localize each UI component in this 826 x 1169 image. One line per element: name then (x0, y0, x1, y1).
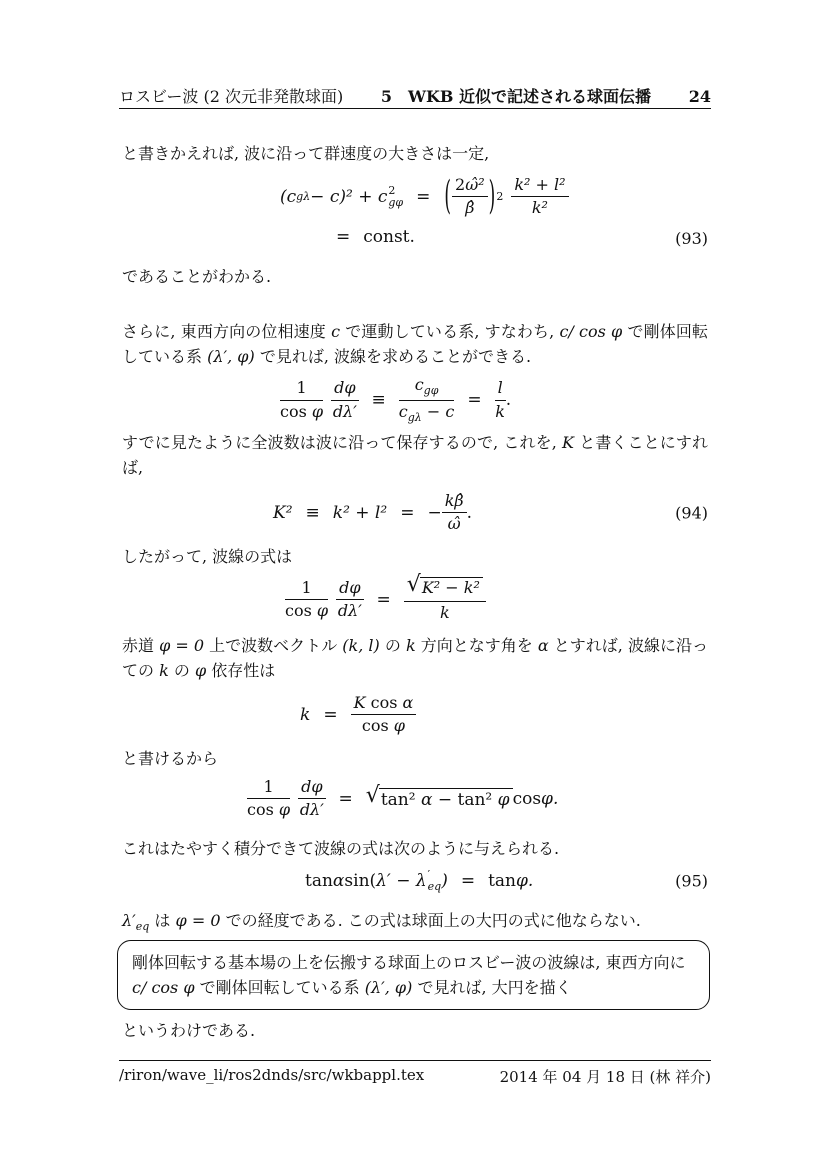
paragraph-2: であることがわかる. (122, 267, 272, 286)
math-token: φ. (516, 870, 534, 891)
paragraph-9 (122, 908, 708, 939)
section-number: 5 (380, 87, 393, 106)
paragraph-5: したがって, 波線の式は (122, 547, 293, 566)
section-title: WKB 近似で記述される球面伝播 (408, 87, 652, 106)
equation-93-line-2 (122, 227, 708, 247)
running-header (119, 84, 711, 107)
paragraph-10: というわけである. (122, 1021, 256, 1040)
text-run: 依存性は (206, 661, 276, 680)
doc-title: ロスビー波 (2 次元非発散球面) (119, 87, 344, 106)
math-subscript: eq (135, 920, 150, 934)
math-token: K² (273, 502, 293, 523)
equation-ray-1 (122, 376, 708, 425)
paragraph-8: これはたやすく積分できて波線の式は次のように与えられる. (122, 839, 560, 858)
equation-tag: (94) (675, 503, 708, 523)
fraction: $\frac{\text{k² + l²}}{\text{k²}}$ (511, 176, 568, 218)
text-run: と書くことにすれば, (122, 433, 709, 477)
math-token: k² + l² (332, 502, 388, 523)
equals-sign: = (323, 704, 338, 725)
fraction: √ K² − k² k (404, 577, 486, 622)
math-subscript: gλ (296, 190, 311, 204)
text-run: は (149, 911, 176, 930)
text-run: すでに見たように全波数は波に沿って保存するので, これを, (122, 433, 563, 452)
inline-math: c (331, 322, 341, 341)
text-run: さらに, 東西方向の位相速度 (122, 322, 332, 341)
inline-math: c/ cos φ (559, 322, 623, 341)
math-token: . (466, 502, 473, 523)
footer (119, 1066, 711, 1087)
equals-sign: = (467, 390, 482, 411)
equation-93-line-1 (122, 173, 708, 220)
inline-math: φ = 0 (175, 911, 221, 930)
fraction: $\frac{d\varphi}{d\lambda'}$ (332, 378, 357, 421)
equation-ray-3 (122, 778, 708, 820)
text-run: の (168, 661, 195, 680)
square-root: √ tan² α − tan² φ (366, 788, 513, 810)
math-supsub: ′ eq (427, 868, 442, 893)
fraction: $\frac{l}{k}$ (495, 378, 505, 421)
math-token: (c (280, 186, 297, 207)
math-token: ) (441, 870, 448, 891)
math-token: sin( (344, 870, 377, 891)
radical-sign: √ (406, 572, 421, 597)
paragraph-6 (122, 633, 708, 683)
text-run: 上で波数ベクトル (204, 636, 343, 655)
big-paren-left: ( (444, 173, 452, 220)
fraction: $\frac{c_{g\varphi}}{c_{g\lambda} - c}$ (398, 375, 455, 425)
paragraph-4 (122, 430, 708, 480)
header-rule (119, 108, 711, 109)
math-token: − c)² + c (310, 186, 388, 207)
big-paren-right: ) (488, 173, 496, 220)
equals-sign: = (336, 226, 351, 247)
square-root: √ K² − k² (407, 577, 483, 599)
math-token: . (505, 390, 512, 411)
paren-exponent: 2 (496, 190, 504, 204)
fraction: $\frac{d\varphi}{d\lambda'}$ (337, 577, 362, 621)
fraction: $\frac{\text{K cos α}}{\text{cos φ}}$ (351, 694, 417, 736)
highlight-box (117, 940, 710, 1010)
inline-math: (k, l) (342, 636, 380, 655)
math-supsub: 2 gφ (388, 184, 404, 209)
footer-date: 2014 年 04 月 18 日 (林 祥介) (499, 1068, 711, 1086)
text-run: で見れば, 波線を求めることができる. (254, 347, 532, 366)
text-run: とすれば, 波線に沿っての (122, 636, 708, 680)
inline-math: k (159, 661, 169, 680)
equation-93 (122, 173, 708, 256)
inline-math: c/ cos φ (132, 978, 195, 997)
math-token: α (332, 870, 345, 891)
math-token: cos (512, 788, 542, 809)
equation-94 (122, 492, 708, 534)
text-run: での経度である. この式は球面上の大円の式に他ならない. (220, 911, 641, 930)
math-token: const. (363, 226, 415, 247)
equation-tag: (93) (675, 229, 708, 248)
footer-path: /riron/wave_li/ros2dnds/src/wkbappl.tex (119, 1066, 425, 1084)
fraction: $\frac{1}{\text{cos φ}}$ (280, 378, 324, 421)
equals-sign: = (400, 502, 415, 523)
section-heading (381, 84, 651, 107)
fraction: $\frac{1}{\text{cos φ}}$ (285, 577, 329, 621)
fraction: $\frac{k\betâ}{\omegâ}$ (442, 492, 467, 534)
paragraph-7: と書けるから (122, 749, 219, 768)
paragraph-1: と書きかえれば, 波に沿って群速度の大きさは一定, (122, 144, 490, 163)
text-run: の (379, 636, 406, 655)
inline-math: α (537, 636, 549, 655)
inline-math: φ (194, 661, 207, 680)
inline-math: (λ′, φ) (207, 347, 255, 366)
math-token: k (300, 704, 311, 725)
text-run: で運動している系, すなわち, (340, 322, 560, 341)
equiv-sign: ≡ (305, 502, 320, 523)
equiv-sign: ≡ (371, 390, 386, 411)
inline-math: K (562, 433, 574, 452)
fraction: $\frac{d\varphi}{d\lambda'}$ (299, 777, 324, 820)
inline-math: φ = 0 (159, 636, 205, 655)
equation-ray-2 (122, 572, 708, 622)
text-run: 剛体回転する基本場の上を伝搬する球面上のロスビー波の波線は, 東西方向に (132, 953, 686, 972)
math-token: tan (488, 870, 516, 891)
minus-sign: − (427, 502, 442, 523)
inline-math: (λ′, φ) (364, 978, 413, 997)
footer-rule (119, 1060, 711, 1061)
inline-math: k (405, 636, 416, 655)
math-token: tan (305, 870, 333, 891)
equation-95 (122, 869, 708, 892)
page-number: 24 (688, 87, 711, 106)
text-run: 赤道 (122, 636, 160, 655)
math-token: φ. (541, 788, 559, 809)
equals-sign: = (338, 788, 353, 809)
equals-sign: = (376, 589, 391, 610)
text-run: で剛体回転している系 (194, 978, 365, 997)
radical-sign: √ (365, 782, 380, 808)
equation-k (122, 694, 708, 736)
math-token: λ′ − λ (376, 870, 427, 891)
text-run: で見れば, 大円を描く (412, 978, 572, 997)
text-run: で剛体回転している系 (122, 322, 708, 366)
paragraph-3 (122, 319, 708, 369)
equation-tag: (95) (675, 871, 708, 891)
fraction: $\frac{1}{\text{cos φ}}$ (247, 777, 291, 820)
equals-sign: = (416, 186, 431, 207)
inline-math: λ′ (122, 911, 136, 930)
text-run: 方向となす角を (415, 636, 538, 655)
equals-sign: = (460, 870, 476, 891)
fraction: $\frac{\text{2ω̂²}}{\betâ}$ (452, 176, 488, 218)
